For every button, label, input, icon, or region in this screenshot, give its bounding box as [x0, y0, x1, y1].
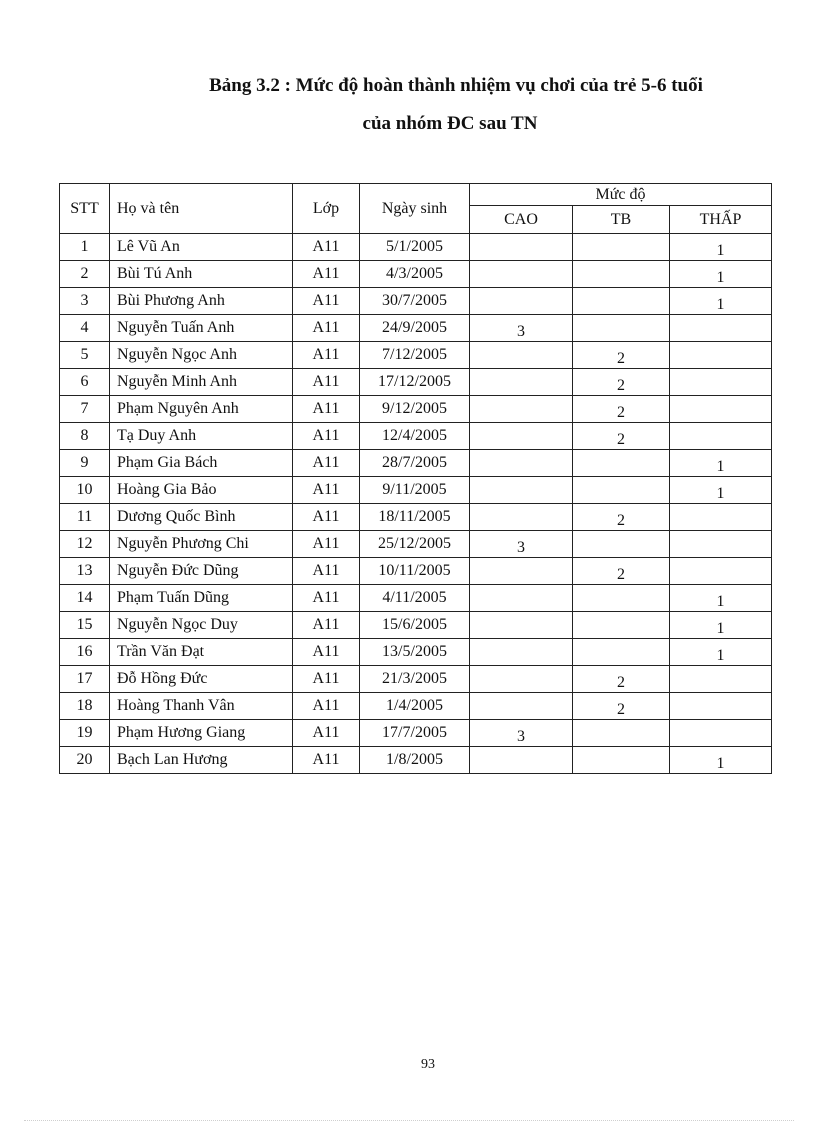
cell-mid — [573, 720, 670, 747]
cell-class: A11 — [293, 747, 360, 774]
cell-high — [470, 612, 573, 639]
cell-mid — [573, 747, 670, 774]
cell-dob: 24/9/2005 — [360, 315, 470, 342]
cell-dob: 9/11/2005 — [360, 477, 470, 504]
table-row — [60, 234, 772, 261]
header-high: CAO — [470, 206, 573, 234]
table-row — [60, 639, 772, 666]
cell-mid — [573, 261, 670, 288]
cell-class: A11 — [293, 585, 360, 612]
cell-high — [470, 747, 573, 774]
cell-low: 1 — [670, 234, 772, 261]
results-table — [59, 183, 772, 774]
table-row — [60, 558, 772, 585]
cell-low — [670, 315, 772, 342]
table-row — [60, 693, 772, 720]
cell-mid — [573, 288, 670, 315]
cell-low: 1 — [670, 288, 772, 315]
cell-mid — [573, 315, 670, 342]
cell-high — [470, 477, 573, 504]
cell-class: A11 — [293, 612, 360, 639]
cell-name: Phạm Tuấn Dũng — [110, 585, 293, 612]
cell-high: 3 — [470, 720, 573, 747]
cell-high: 3 — [470, 315, 573, 342]
table-row — [60, 288, 772, 315]
header-class: Lớp — [293, 184, 360, 234]
cell-high — [470, 585, 573, 612]
cell-name: Nguyễn Ngọc Duy — [110, 612, 293, 639]
cell-high — [470, 234, 573, 261]
cell-low: 1 — [670, 747, 772, 774]
cell-name: Hoàng Gia Bảo — [110, 477, 293, 504]
cell-class: A11 — [293, 315, 360, 342]
table-row — [60, 666, 772, 693]
cell-high — [470, 693, 573, 720]
cell-dob: 17/7/2005 — [360, 720, 470, 747]
cell-name: Phạm Gia Bách — [110, 450, 293, 477]
cell-stt: 20 — [60, 747, 110, 774]
table-row — [60, 423, 772, 450]
cell-name: Nguyễn Ngọc Anh — [110, 342, 293, 369]
cell-class: A11 — [293, 504, 360, 531]
cell-mid: 2 — [573, 396, 670, 423]
cell-low — [670, 423, 772, 450]
table-row — [60, 585, 772, 612]
table-title: Bảng 3.2 : Mức độ hoàn thành nhiệm vụ chơi của trẻ 5-6 tuổi — [209, 75, 703, 96]
cell-low — [670, 396, 772, 423]
cell-mid — [573, 477, 670, 504]
cell-low — [670, 720, 772, 747]
cell-dob: 28/7/2005 — [360, 450, 470, 477]
cell-high: 3 — [470, 531, 573, 558]
header-name: Họ và tên — [110, 184, 293, 234]
table-row — [60, 747, 772, 774]
cell-high — [470, 396, 573, 423]
table-subtitle: của nhóm ĐC sau TN — [362, 113, 538, 134]
cell-stt: 1 — [60, 234, 110, 261]
cell-mid: 2 — [573, 423, 670, 450]
cell-stt: 2 — [60, 261, 110, 288]
cell-low: 1 — [670, 477, 772, 504]
cell-dob: 7/12/2005 — [360, 342, 470, 369]
cell-stt: 13 — [60, 558, 110, 585]
cell-stt: 7 — [60, 396, 110, 423]
cell-stt: 17 — [60, 666, 110, 693]
cell-stt: 12 — [60, 531, 110, 558]
table-row — [60, 720, 772, 747]
cell-high — [470, 450, 573, 477]
table-header — [60, 184, 772, 234]
cell-low: 1 — [670, 585, 772, 612]
cell-name: Lê Vũ An — [110, 234, 293, 261]
cell-name: Nguyễn Phương Chi — [110, 531, 293, 558]
cell-mid: 2 — [573, 666, 670, 693]
cell-name: Phạm Nguyên Anh — [110, 396, 293, 423]
cell-dob: 9/12/2005 — [360, 396, 470, 423]
cell-name: Trần Văn Đạt — [110, 639, 293, 666]
cell-dob: 12/4/2005 — [360, 423, 470, 450]
cell-class: A11 — [293, 261, 360, 288]
cell-mid: 2 — [573, 342, 670, 369]
cell-name: Dương Quốc Bình — [110, 504, 293, 531]
cell-class: A11 — [293, 234, 360, 261]
cell-stt: 4 — [60, 315, 110, 342]
cell-stt: 19 — [60, 720, 110, 747]
header-level-group: Mức độ — [470, 184, 772, 206]
table-body — [60, 234, 772, 774]
cell-low: 1 — [670, 639, 772, 666]
cell-low — [670, 531, 772, 558]
cell-high — [470, 288, 573, 315]
cell-class: A11 — [293, 477, 360, 504]
cell-high — [470, 261, 573, 288]
cell-stt: 8 — [60, 423, 110, 450]
table-row — [60, 504, 772, 531]
cell-name: Bùi Phương Anh — [110, 288, 293, 315]
cell-name: Đỗ Hồng Đức — [110, 666, 293, 693]
table-row — [60, 450, 772, 477]
cell-name: Phạm Hương Giang — [110, 720, 293, 747]
table-row — [60, 315, 772, 342]
cell-mid: 2 — [573, 693, 670, 720]
cell-low — [670, 666, 772, 693]
cell-class: A11 — [293, 666, 360, 693]
table-row — [60, 531, 772, 558]
cell-mid — [573, 585, 670, 612]
cell-class: A11 — [293, 342, 360, 369]
cell-class: A11 — [293, 288, 360, 315]
cell-class: A11 — [293, 531, 360, 558]
cell-class: A11 — [293, 558, 360, 585]
table-row — [60, 477, 772, 504]
cell-mid — [573, 531, 670, 558]
header-mid: TB — [573, 206, 670, 234]
cell-mid: 2 — [573, 558, 670, 585]
cell-high — [470, 558, 573, 585]
cell-dob: 10/11/2005 — [360, 558, 470, 585]
cell-stt: 16 — [60, 639, 110, 666]
table-row — [60, 261, 772, 288]
cell-low: 1 — [670, 450, 772, 477]
cell-stt: 5 — [60, 342, 110, 369]
cell-mid — [573, 612, 670, 639]
page-number: 93 — [421, 1057, 435, 1072]
cell-high — [470, 504, 573, 531]
cell-high — [470, 666, 573, 693]
page-bottom-divider — [24, 1120, 794, 1121]
cell-mid — [573, 234, 670, 261]
cell-mid: 2 — [573, 369, 670, 396]
cell-low — [670, 693, 772, 720]
cell-stt: 15 — [60, 612, 110, 639]
cell-class: A11 — [293, 423, 360, 450]
cell-stt: 3 — [60, 288, 110, 315]
cell-high — [470, 369, 573, 396]
cell-stt: 18 — [60, 693, 110, 720]
cell-name: Nguyễn Minh Anh — [110, 369, 293, 396]
cell-dob: 4/3/2005 — [360, 261, 470, 288]
cell-name: Tạ Duy Anh — [110, 423, 293, 450]
cell-high — [470, 342, 573, 369]
cell-dob: 18/11/2005 — [360, 504, 470, 531]
table-row — [60, 342, 772, 369]
cell-dob: 4/11/2005 — [360, 585, 470, 612]
cell-dob: 1/8/2005 — [360, 747, 470, 774]
cell-name: Nguyễn Tuấn Anh — [110, 315, 293, 342]
cell-dob: 25/12/2005 — [360, 531, 470, 558]
cell-dob: 13/5/2005 — [360, 639, 470, 666]
table-row — [60, 369, 772, 396]
cell-class: A11 — [293, 450, 360, 477]
cell-class: A11 — [293, 396, 360, 423]
cell-stt: 6 — [60, 369, 110, 396]
header-dob: Ngày sinh — [360, 184, 470, 234]
cell-low: 1 — [670, 612, 772, 639]
header-row-top — [60, 184, 772, 206]
cell-stt: 11 — [60, 504, 110, 531]
cell-mid: 2 — [573, 504, 670, 531]
cell-low: 1 — [670, 261, 772, 288]
cell-name: Hoàng Thanh Vân — [110, 693, 293, 720]
cell-low — [670, 558, 772, 585]
cell-name: Nguyễn Đức Dũng — [110, 558, 293, 585]
cell-class: A11 — [293, 693, 360, 720]
cell-high — [470, 423, 573, 450]
cell-mid — [573, 639, 670, 666]
cell-low — [670, 504, 772, 531]
cell-high — [470, 639, 573, 666]
table-row — [60, 396, 772, 423]
cell-stt: 14 — [60, 585, 110, 612]
cell-stt: 9 — [60, 450, 110, 477]
cell-dob: 30/7/2005 — [360, 288, 470, 315]
cell-class: A11 — [293, 369, 360, 396]
header-low: THẤP — [670, 206, 772, 234]
cell-dob: 15/6/2005 — [360, 612, 470, 639]
cell-dob: 1/4/2005 — [360, 693, 470, 720]
cell-name: Bạch Lan Hương — [110, 747, 293, 774]
cell-low — [670, 342, 772, 369]
cell-name: Bùi Tú Anh — [110, 261, 293, 288]
cell-dob: 17/12/2005 — [360, 369, 470, 396]
cell-class: A11 — [293, 639, 360, 666]
table-row — [60, 612, 772, 639]
cell-class: A11 — [293, 720, 360, 747]
cell-low — [670, 369, 772, 396]
header-stt: STT — [60, 184, 110, 234]
cell-mid — [573, 450, 670, 477]
cell-dob: 21/3/2005 — [360, 666, 470, 693]
cell-dob: 5/1/2005 — [360, 234, 470, 261]
cell-stt: 10 — [60, 477, 110, 504]
